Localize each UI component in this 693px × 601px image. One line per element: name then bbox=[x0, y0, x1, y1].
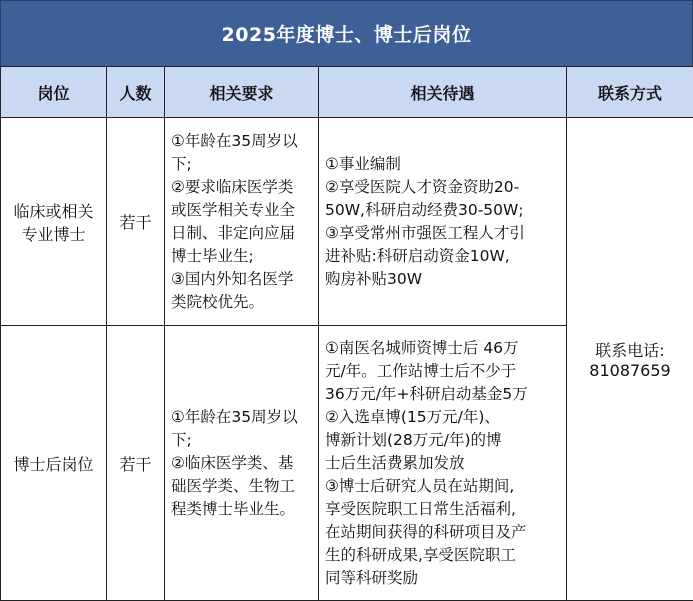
benefit-line: ③享受常州市强医工程人才引 bbox=[325, 222, 562, 245]
benefit-line: ②入选卓博(15万元/年)、 bbox=[325, 406, 562, 429]
header-position: 岗位 bbox=[1, 67, 107, 118]
requirement-line: 日制、非定向应届 bbox=[171, 222, 314, 245]
benefit-line: 士后生活费累加发放 bbox=[325, 452, 562, 475]
requirements-cell bbox=[165, 326, 319, 601]
benefits-cell bbox=[319, 326, 567, 601]
requirement-line: 础医学类、生物工 bbox=[171, 475, 314, 498]
benefit-line: 同等科研奖励 bbox=[325, 567, 562, 590]
count-text: 若干 bbox=[119, 455, 151, 474]
header-contact: 联系方式 bbox=[567, 67, 693, 118]
header-count: 人数 bbox=[107, 67, 165, 118]
requirement-line: 下; bbox=[171, 429, 314, 452]
requirement-line: ①年龄在35周岁以 bbox=[171, 406, 314, 429]
table-title: 2025年度博士、博士后岗位 bbox=[222, 20, 472, 47]
benefit-line: 在站期间获得的科研项目及产 bbox=[325, 521, 562, 544]
benefit-line: 50W,科研启动经费30-50W; bbox=[325, 199, 562, 222]
count-cell bbox=[107, 326, 165, 601]
position-cell bbox=[1, 118, 107, 326]
requirement-line: 下; bbox=[171, 153, 314, 176]
header-row bbox=[1, 67, 693, 118]
requirement-line: ①年龄在35周岁以 bbox=[171, 130, 314, 153]
benefit-line: ①事业编制 bbox=[325, 153, 562, 176]
header-requirements: 相关要求 bbox=[165, 67, 319, 118]
benefit-line: ①南医名城师资博士后 46万 bbox=[325, 337, 562, 360]
benefit-line: 购房补贴30W bbox=[325, 268, 562, 291]
requirement-line: ③国内外知名医学 bbox=[171, 268, 314, 291]
contact-cell bbox=[567, 118, 693, 601]
position-text: 博士后岗位 bbox=[2, 452, 105, 475]
requirement-line: 程类博士毕业生。 bbox=[171, 498, 314, 521]
benefits-cell bbox=[319, 118, 567, 326]
requirement-line: 博士毕业生; bbox=[171, 245, 314, 268]
count-cell bbox=[107, 118, 165, 326]
position-text: 专业博士 bbox=[2, 222, 105, 245]
benefit-line: 进补贴:科研启动资金10W, bbox=[325, 245, 562, 268]
benefit-line: ②享受医院人才资金资助20- bbox=[325, 176, 562, 199]
benefit-line: 生的科研成果,享受医院职工 bbox=[325, 544, 562, 567]
benefit-line: 元/年。工作站博士后不少于 bbox=[325, 360, 562, 383]
title-bar bbox=[0, 0, 693, 67]
position-text: 临床或相关 bbox=[2, 199, 105, 222]
count-text: 若干 bbox=[119, 213, 151, 232]
benefit-line: ③博士后研究人员在站期间, bbox=[325, 475, 562, 498]
positions-table bbox=[0, 66, 693, 601]
benefit-line: 博新计划(28万元/年)的博 bbox=[325, 429, 562, 452]
benefit-line: 36万元/年+科研启动基金5万 bbox=[325, 383, 562, 406]
table-row bbox=[1, 118, 693, 326]
benefit-line: 享受医院职工日常生活福利, bbox=[325, 498, 562, 521]
requirement-line: ②临床医学类、基 bbox=[171, 452, 314, 475]
position-cell bbox=[1, 326, 107, 601]
requirement-line: ②要求临床医学类 bbox=[171, 176, 314, 199]
requirement-line: 或医学相关专业全 bbox=[171, 199, 314, 222]
header-benefits: 相关待遇 bbox=[319, 67, 567, 118]
contact-phone[interactable]: 81087659 bbox=[568, 361, 692, 380]
requirement-line: 类院校优先。 bbox=[171, 291, 314, 314]
requirements-cell bbox=[165, 118, 319, 326]
contact-label: 联系电话: bbox=[568, 338, 692, 361]
